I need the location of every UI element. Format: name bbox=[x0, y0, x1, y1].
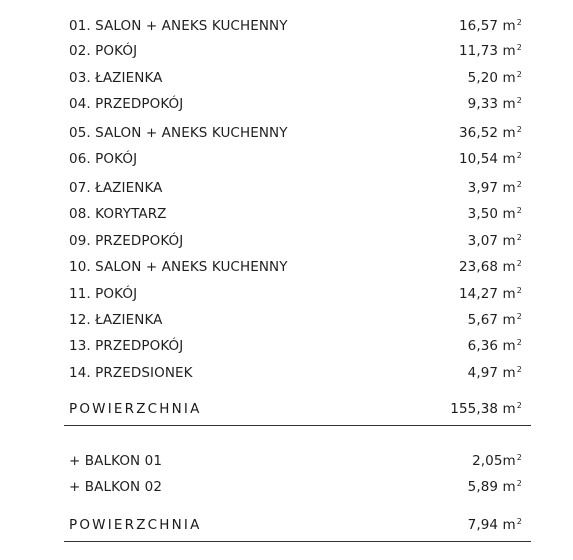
room-label: 13. PRZEDPOKÓJ bbox=[69, 338, 184, 354]
room-row bbox=[69, 148, 522, 170]
room-row bbox=[69, 283, 522, 305]
room-row bbox=[69, 67, 522, 89]
room-row bbox=[69, 93, 522, 115]
rooms-total-row bbox=[69, 398, 522, 420]
room-area: 5,20 $m^2$ bbox=[467, 69, 522, 86]
balcony-row bbox=[69, 450, 522, 472]
room-row bbox=[69, 230, 522, 252]
balcony-row bbox=[69, 476, 522, 498]
room-area: 23,68 $m^2$ bbox=[458, 258, 522, 275]
room-label: 10. SALON + ANEKS KUCHENNY bbox=[69, 259, 288, 275]
room-label: 04. PRZEDPOKÓJ bbox=[69, 96, 184, 112]
room-area: 16,57 $m^2$ bbox=[458, 17, 522, 34]
room-row bbox=[69, 177, 522, 199]
room-label: 06. POKÓJ bbox=[69, 151, 138, 167]
room-row bbox=[69, 122, 522, 144]
room-label: 01. SALON + ANEKS KUCHENNY bbox=[69, 18, 288, 34]
room-row bbox=[69, 362, 522, 384]
balconies-total-row bbox=[69, 514, 522, 536]
room-label: 11. POKÓJ bbox=[69, 286, 138, 302]
room-area: 4,97 $m^2$ bbox=[467, 364, 522, 381]
room-row bbox=[69, 203, 522, 225]
room-area: 6,36 $m^2$ bbox=[467, 337, 522, 354]
room-area: 10,54 $m^2$ bbox=[458, 150, 522, 167]
room-label: 05. SALON + ANEKS KUCHENNY bbox=[69, 125, 288, 141]
section-divider bbox=[64, 541, 531, 542]
room-label: 03. ŁAZIENKA bbox=[69, 70, 163, 86]
room-row bbox=[69, 256, 522, 278]
room-row bbox=[69, 40, 522, 62]
balcony-label: + BALKON 02 bbox=[69, 479, 163, 495]
room-label: 12. ŁAZIENKA bbox=[69, 312, 163, 328]
room-label: 08. KORYTARZ bbox=[69, 206, 167, 222]
room-row bbox=[69, 309, 522, 331]
section-divider bbox=[64, 425, 531, 426]
room-area: 9,33 $m^2$ bbox=[467, 95, 522, 112]
balcony-area: $2,05m^2$ bbox=[472, 452, 522, 469]
room-label: 02. POKÓJ bbox=[69, 43, 138, 59]
room-area: 3,07 $m^2$ bbox=[467, 232, 522, 249]
room-label: 09. PRZEDPOKÓJ bbox=[69, 233, 184, 249]
balcony-area: 5,89 $m^2$ bbox=[467, 478, 522, 495]
balconies-total-area: 7,94 $m^2$ bbox=[467, 516, 522, 533]
room-area: 3,97 $m^2$ bbox=[467, 179, 522, 196]
rooms-total-area: 155,38 $m^2$ bbox=[450, 400, 522, 417]
balconies-total-label: POWIERZCHNIA bbox=[69, 517, 202, 533]
room-label: 14. PRZEDSIONEK bbox=[69, 365, 193, 381]
room-row bbox=[69, 335, 522, 357]
room-area: 36,52 $m^2$ bbox=[458, 124, 522, 141]
room-area: 11,73 $m^2$ bbox=[458, 42, 522, 59]
rooms-total-label: POWIERZCHNIA bbox=[69, 401, 202, 417]
room-label: 07. ŁAZIENKA bbox=[69, 180, 163, 196]
room-area: 3,50 $m^2$ bbox=[467, 205, 522, 222]
room-row bbox=[69, 15, 522, 37]
room-area: 14,27 $m^2$ bbox=[458, 285, 522, 302]
room-area: 5,67 $m^2$ bbox=[467, 311, 522, 328]
balcony-label: + BALKON 01 bbox=[69, 453, 163, 469]
